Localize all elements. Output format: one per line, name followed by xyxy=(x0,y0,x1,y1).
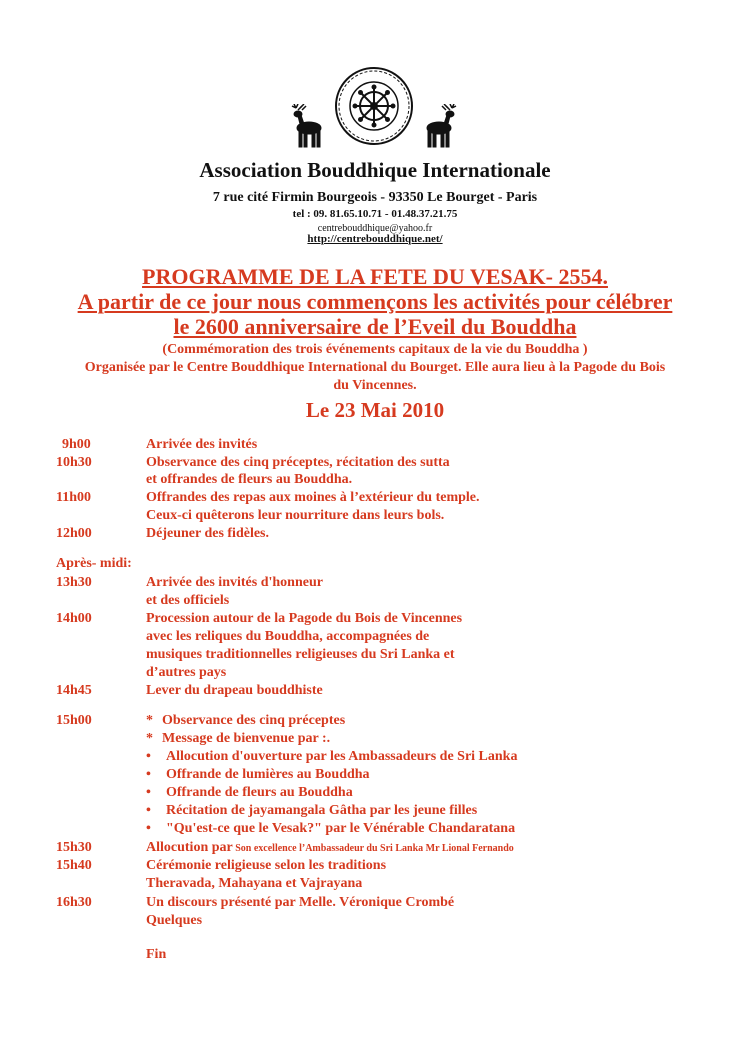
schedule-text: Offrandes des repas aux moines à l’extérieur du temple. xyxy=(146,490,480,505)
schedule-text: Ceux-ci quêterons leur nourriture dans leurs bols. xyxy=(146,508,445,523)
schedule-text: Quelques xyxy=(146,913,203,928)
bullet-item: • Récitation de jayamangala Gâtha par les jeune filles xyxy=(146,803,478,818)
schedule-text: Procession autour de la Pagode du Bois de Vincennes xyxy=(146,611,463,626)
bullet-item-text: Offrande de lumières au Bouddha xyxy=(166,767,370,782)
star-item: * Observance des cinq préceptes xyxy=(146,713,346,728)
organizer-note: Organisée par le Centre Bouddhique International du Bourget. Elle aura lieu à la Pagode du Bois xyxy=(84,360,666,375)
association-phone: tel : 09. 81.65.10.71 - 01.48.37.21.75 xyxy=(292,208,458,220)
schedule-text: Cérémonie religieuse selon les traditions xyxy=(146,858,387,873)
schedule-text: Lever du drapeau bouddhiste xyxy=(146,683,323,698)
bullet-item-text: Récitation de jayamangala Gâtha par les jeune filles xyxy=(166,803,478,818)
deer-icon xyxy=(424,104,464,150)
bullet-item: • Offrande de fleurs au Bouddha xyxy=(146,785,353,800)
star-item-text: Message de bienvenue par :. xyxy=(162,731,331,746)
star-item: * Message de bienvenue par :. xyxy=(146,731,331,746)
bullet-item-text: Allocution d'ouverture par les Ambassadeurs de Sri Lanka xyxy=(166,749,518,764)
schedule-time: 16h30 xyxy=(56,895,92,910)
deer-icon xyxy=(284,104,324,150)
schedule-text: Un discours présenté par Melle. Véronique Crombé xyxy=(146,895,455,910)
bullet-item: • Allocution d'ouverture par les Ambassadeurs de Sri Lanka xyxy=(146,749,518,764)
allocution-lead: Allocution par xyxy=(146,840,233,855)
schedule-text: avec les reliques du Bouddha, accompagnées de xyxy=(146,629,430,644)
schedule-time: 15h30 xyxy=(56,840,92,855)
schedule-text: et offrandes de fleurs au Bouddha. xyxy=(146,472,353,487)
schedule-time: 14h00 xyxy=(56,611,92,626)
commemoration-note: (Commémoration des trois événements capitaux de la vie du Bouddha ) xyxy=(162,342,588,357)
schedule-text: Déjeuner des fidèles. xyxy=(146,526,269,541)
bullet-item-text: Offrande de fleurs au Bouddha xyxy=(166,785,353,800)
allocution-detail: Son excellence l’Ambassadeur du Sri Lanka Mr Lional Fernando xyxy=(232,843,514,854)
schedule-text xyxy=(146,840,514,856)
star-item-text: Observance des cinq préceptes xyxy=(162,713,346,728)
program-title: PROGRAMME DE LA FETE DU VESAK- 2554. xyxy=(142,264,608,289)
schedule-text: Theravada, Mahayana et Vajrayana xyxy=(146,876,363,891)
schedule-text: Observance des cinq préceptes, récitation des sutta xyxy=(146,455,450,470)
schedule-time: 9h00 xyxy=(62,437,91,452)
afternoon-label: Après- midi: xyxy=(56,556,132,571)
schedule-text: Arrivée des invités xyxy=(146,437,258,452)
schedule-time: 10h30 xyxy=(56,455,92,470)
schedule-time: 12h00 xyxy=(56,526,92,541)
association-name: Association Bouddhique Internationale xyxy=(199,158,551,182)
schedule-time: 15h40 xyxy=(56,858,92,873)
bullet-item: • Offrande de lumières au Bouddha xyxy=(146,767,370,782)
organizer-note-cont: du Vincennes. xyxy=(333,378,417,393)
website-link[interactable]: http://centrebouddhique.net/ xyxy=(307,233,443,245)
dharma-wheel-seal-icon xyxy=(334,66,414,146)
end-marker: Fin xyxy=(146,947,167,962)
association-address: 7 rue cité Firmin Bourgeois - 93350 Le Bourget - Paris xyxy=(212,190,538,205)
schedule-text: Arrivée des invités d'honneur xyxy=(146,575,323,590)
program-subtitle-2: le 2600 anniversaire de l’Eveil du Bouddha xyxy=(173,314,577,339)
bullet-item-text: "Qu'est-ce que le Vesak?" par le Vénérable Chandaratana xyxy=(166,821,516,836)
bullet-item: • "Qu'est-ce que le Vesak?" par le Vénérable Chandaratana xyxy=(146,821,516,836)
schedule-text: et des officiels xyxy=(146,593,230,608)
association-email: centrebouddhique@yahoo.fr xyxy=(317,223,433,234)
schedule-text: musiques traditionnelles religieuses du Sri Lanka et xyxy=(146,647,455,662)
schedule-time: 15h00 xyxy=(56,713,92,728)
program-subtitle-1: A partir de ce jour nous commençons les activités pour célébrer xyxy=(77,289,673,314)
schedule-time: 14h45 xyxy=(56,683,92,698)
event-date: Le 23 Mai 2010 xyxy=(305,398,445,422)
schedule-time: 13h30 xyxy=(56,575,92,590)
schedule-text: d’autres pays xyxy=(146,665,227,680)
schedule-time: 11h00 xyxy=(56,490,92,505)
